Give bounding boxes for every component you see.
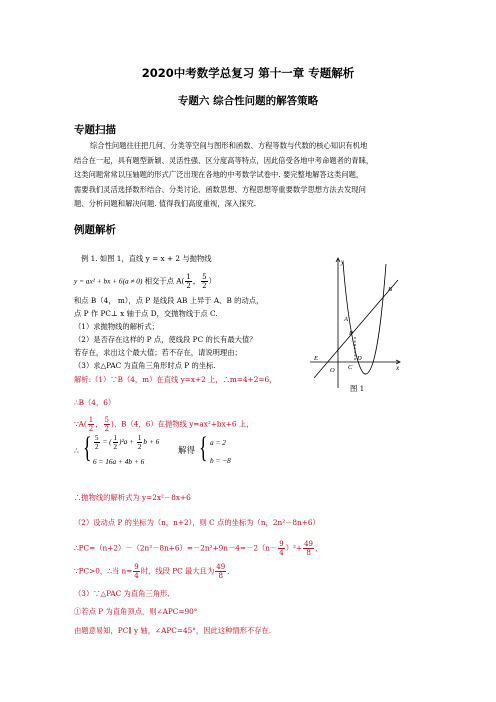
system-brace-left: { — [83, 431, 92, 464]
intro-line: 综合性问题往往把几何、分类等空间与图形和函数、方程等数与代数的核心知识有机地 — [90, 141, 368, 150]
solution-line-3: ∵A( $\frac{1}{2}$ ， $\frac{5}{2}$ )、B（4，6）在抛物线 y=ax²+bx+6 上， — [74, 416, 254, 433]
sol-a-y: $\frac{5}{2}$ — [104, 416, 109, 433]
label-d: D — [357, 355, 362, 362]
figure-1 — [308, 256, 404, 396]
solution-line-8: （3）∵△PAC 为直角三角形, — [74, 589, 170, 598]
solution-line-7: ∵PC>0，∴当 n= $\frac{9}{4}$ 时，线段 PC 最大且为 $\frac{49}{8}$ ． — [74, 563, 235, 580]
solution-line-6: ∴PC=（n+2）－（2n²－8n+6）=－2n²+9n－4=－2（n－ $\frac{9}{4}$ ）²+ $\frac{49}{8}$ ， — [74, 540, 323, 557]
intro-line: 题、分析问题和解决问题. 值得我们高度重视，深入探究. — [74, 199, 257, 209]
page-title: 2020中考数学总复习 第十一章 专题解析 — [141, 66, 355, 80]
label-o: O — [330, 367, 335, 374]
parabola-line: y = ax² + bx + 6(a ≠ 0) 相交于点 A( $\frac{1}{2}$ ， $\frac{5}{2}$ ） — [74, 273, 216, 290]
system-therefore: ∴ — [74, 446, 79, 455]
intro-line: 需要我们灵活选择数形结合、分类讨论、函数思想、方程思想等重要数学思想方法去发现问 — [74, 184, 366, 194]
label-c: C — [348, 364, 353, 371]
question-2b: 若存在，求出这个最大值；若不存在，请说明理由； — [74, 348, 242, 357]
question-1: （1）求抛物线的解析式； — [74, 322, 159, 331]
problem-line-3: 和点 B（4， m），点 P 是线段 AB 上异于 A、B 的动点， — [74, 296, 264, 305]
sol-a-x: $\frac{1}{2}$ — [88, 416, 94, 433]
solution-line-10: 由题意易知，PC∥ y 轴，∠APC=45°，因此这种情形不存在. — [74, 626, 272, 635]
solution-line-9: ①若点 P 为直角顶点，则∠APC=90° — [74, 607, 198, 616]
section-heading-examples: 例题解析 — [74, 224, 116, 236]
question-2: （2）是否存在这样的 P 点，使线段 PC 的长有最大值？ — [74, 335, 257, 344]
parabola-equation: y = ax² + bx + 6(a ≠ 0) — [74, 276, 143, 286]
solution-line-1: 解析:（1）∵B（4，m）在直线 y=x+2 上，∴m=4+2=6， — [74, 375, 277, 384]
label-a: A — [344, 316, 348, 323]
problem-line-4: 点 P 作 PC⊥ x 轴于点 D，交抛物线于点 C. — [74, 309, 218, 318]
line-ab — [314, 280, 398, 378]
solution-a: a = 2 — [210, 438, 226, 447]
label-p: P — [349, 330, 353, 337]
example-intro: 例 1. 如图 1，直线 y = x + 2 与抛物线 — [81, 254, 212, 263]
parabola-curve — [343, 262, 386, 374]
solve-label: 解得 — [178, 446, 196, 456]
intro-line: 结合在一起，具有题型新颖、灵活性强、区分度高等特点，因此倍受各地中考命题者的青睐， — [74, 155, 374, 165]
solution-brace: { — [199, 431, 208, 464]
solution-b: b = −8 — [210, 456, 231, 465]
intro-paragraph — [74, 139, 424, 212]
figure-caption: 图 1 — [350, 384, 365, 393]
label-y: y — [341, 258, 345, 266]
label-x: x — [396, 364, 400, 372]
system-equation-1: $\frac{5}{2}$ = ( $\frac{1}{2}$ )²a + $\frac{1}{2}$ b + 6 — [95, 434, 160, 451]
point-a-x: $\frac{1}{2}$ — [186, 273, 191, 290]
intro-line: 这类问题常常以压轴题的形式广泛出现在各地的中考数学试卷中. 要完整地解答这类问题， — [74, 170, 364, 180]
label-b: B — [388, 286, 392, 293]
label-e: E — [314, 355, 318, 362]
page-subtitle: 专题六 综合性问题的解答策略 — [177, 95, 319, 107]
section-heading-scan: 专题扫描 — [74, 124, 116, 136]
solution-line-4: ∴抛物线的解析式为 y=2x²－8x+6 — [74, 493, 191, 502]
question-3: （3）求△PAC 为直角三角形时点 P 的坐标. — [74, 361, 216, 370]
solution-line-2: ∴B（4，6） — [74, 398, 116, 407]
parabola-tail: 相交于点 A( — [142, 276, 185, 286]
point-a-y: $\frac{5}{2}$ — [202, 273, 207, 290]
system-equation-2: 6 = 16a + 4b + 6 — [93, 457, 145, 466]
solution-line-5: （2）设动点 P 的坐标为（n，n+2），则 C 点的坐标为（n，2n²－8n+6） — [74, 518, 320, 527]
